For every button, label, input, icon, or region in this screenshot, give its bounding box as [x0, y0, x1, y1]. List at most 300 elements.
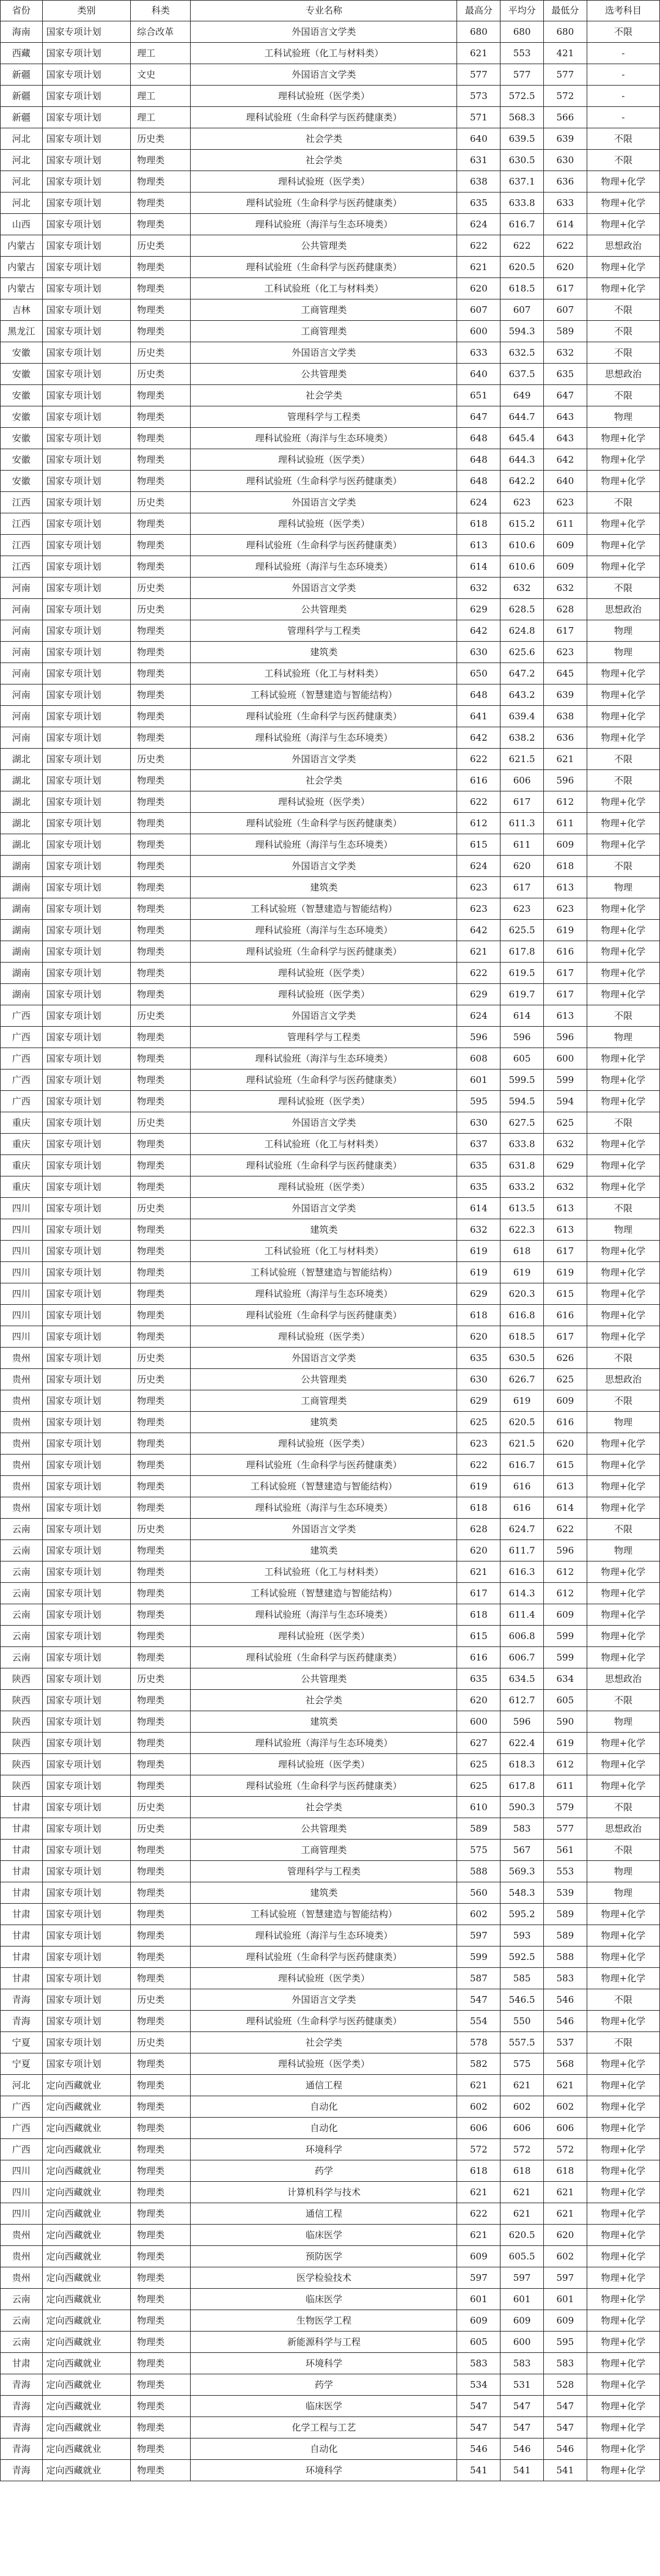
cell-max-score: 618: [457, 1305, 501, 1326]
cell-required-subjects: 物理+化学: [587, 1904, 659, 1925]
cell-required-subjects: 物理+化学: [587, 2438, 659, 2460]
cell-province: 湖南: [1, 984, 43, 1005]
cell-province: 甘肃: [1, 1882, 43, 1904]
header-province: 省份: [1, 1, 43, 21]
cell-avg-score: 624.8: [501, 620, 544, 642]
cell-major: 工科试验班（化工与材料类）: [191, 43, 457, 64]
cell-category: 定向西藏就业: [42, 2438, 131, 2460]
cell-subject-track: 物理类: [131, 150, 191, 171]
cell-max-score: 613: [457, 535, 501, 556]
table-row: [1, 385, 660, 406]
cell-category: 国家专项计划: [42, 1070, 131, 1091]
cell-min-score: 625: [543, 1369, 587, 1390]
cell-major: 建筑类: [191, 1711, 457, 1733]
cell-subject-track: 物理类: [131, 1070, 191, 1091]
table-row: [1, 278, 660, 299]
cell-max-score: 630: [457, 1112, 501, 1134]
cell-min-score: 617: [543, 278, 587, 299]
cell-avg-score: 633.8: [501, 193, 544, 214]
cell-required-subjects: 思想政治: [587, 235, 659, 257]
cell-major: 新能源科学与工程: [191, 2332, 457, 2353]
table-row: [1, 770, 660, 791]
cell-max-score: 624: [457, 214, 501, 235]
cell-avg-score: 548.3: [501, 1882, 544, 1904]
cell-avg-score: 611: [501, 834, 544, 856]
cell-avg-score: 644.3: [501, 449, 544, 471]
cell-category: 国家专项计划: [42, 385, 131, 406]
table-row: [1, 364, 660, 385]
cell-subject-track: 物理类: [131, 706, 191, 727]
cell-avg-score: 637.5: [501, 364, 544, 385]
table-row: [1, 21, 660, 43]
cell-avg-score: 583: [501, 1818, 544, 1840]
cell-avg-score: 613.5: [501, 1198, 544, 1219]
cell-category: 国家专项计划: [42, 2032, 131, 2053]
cell-subject-track: 物理类: [131, 1882, 191, 1904]
table-row: [1, 877, 660, 898]
cell-avg-score: 618: [501, 2160, 544, 2182]
table-row: [1, 556, 660, 578]
cell-min-score: 623: [543, 642, 587, 663]
table-row: [1, 1198, 660, 1219]
table-row: [1, 2075, 660, 2096]
table-row: [1, 1647, 660, 1668]
cell-required-subjects: 不限: [587, 128, 659, 150]
cell-max-score: 601: [457, 1070, 501, 1091]
cell-min-score: 583: [543, 2353, 587, 2374]
cell-min-score: 639: [543, 684, 587, 706]
cell-subject-track: 物理类: [131, 963, 191, 984]
cell-major: 理科试验班（海洋与生态环境类）: [191, 834, 457, 856]
cell-required-subjects: 不限: [587, 1840, 659, 1861]
cell-max-score: 635: [457, 1155, 501, 1176]
cell-subject-track: 物理类: [131, 984, 191, 1005]
table-row: [1, 171, 660, 193]
cell-min-score: 618: [543, 856, 587, 877]
cell-avg-score: 620.3: [501, 1283, 544, 1305]
cell-required-subjects: 物理+化学: [587, 1262, 659, 1283]
cell-avg-score: 616: [501, 1476, 544, 1497]
cell-subject-track: 物理类: [131, 1027, 191, 1048]
cell-category: 国家专项计划: [42, 2011, 131, 2032]
cell-max-score: 546: [457, 2438, 501, 2460]
cell-category: 国家专项计划: [42, 193, 131, 214]
cell-max-score: 614: [457, 1198, 501, 1219]
cell-category: 国家专项计划: [42, 1497, 131, 1519]
cell-major: 临床医学: [191, 2225, 457, 2246]
cell-major: 理科试验班（医学类）: [191, 1091, 457, 1112]
cell-avg-score: 620: [501, 856, 544, 877]
cell-max-score: 596: [457, 1027, 501, 1048]
cell-subject-track: 物理类: [131, 1219, 191, 1241]
cell-max-score: 638: [457, 171, 501, 193]
cell-min-score: 640: [543, 471, 587, 492]
cell-category: 国家专项计划: [42, 1091, 131, 1112]
cell-required-subjects: 不限: [587, 299, 659, 321]
cell-category: 国家专项计划: [42, 128, 131, 150]
cell-category: 国家专项计划: [42, 299, 131, 321]
cell-min-score: 609: [543, 535, 587, 556]
cell-province: 甘肃: [1, 1925, 43, 1947]
cell-avg-score: 628.5: [501, 599, 544, 620]
cell-province: 新疆: [1, 64, 43, 86]
cell-min-score: 599: [543, 1626, 587, 1647]
cell-category: 国家专项计划: [42, 86, 131, 107]
cell-required-subjects: 物理+化学: [587, 2246, 659, 2267]
cell-category: 国家专项计划: [42, 1283, 131, 1305]
cell-min-score: 596: [543, 1027, 587, 1048]
table-row: [1, 214, 660, 235]
cell-major: 理科试验班（海洋与生态环境类）: [191, 214, 457, 235]
cell-max-score: 640: [457, 128, 501, 150]
table-row: [1, 2396, 660, 2417]
cell-max-score: 616: [457, 770, 501, 791]
cell-min-score: 589: [543, 321, 587, 342]
cell-subject-track: 综合改革: [131, 21, 191, 43]
cell-province: 青海: [1, 2438, 43, 2460]
cell-avg-score: 531: [501, 2374, 544, 2396]
cell-min-score: 613: [543, 1476, 587, 1497]
cell-max-score: 622: [457, 235, 501, 257]
cell-major: 理科试验班（生命科学与医药健康类）: [191, 1947, 457, 1968]
cell-major: 外国语言文学类: [191, 578, 457, 599]
cell-major: 建筑类: [191, 1219, 457, 1241]
cell-avg-score: 553: [501, 43, 544, 64]
cell-max-score: 607: [457, 299, 501, 321]
cell-required-subjects: 不限: [587, 1005, 659, 1027]
cell-major: 建筑类: [191, 1540, 457, 1561]
cell-max-score: 541: [457, 2460, 501, 2481]
table-row: [1, 299, 660, 321]
table-row: [1, 2289, 660, 2310]
cell-category: 国家专项计划: [42, 2053, 131, 2075]
cell-min-score: 645: [543, 663, 587, 684]
cell-subject-track: 历史类: [131, 1989, 191, 2011]
table-row: [1, 1155, 660, 1176]
cell-category: 国家专项计划: [42, 1925, 131, 1947]
cell-subject-track: 物理类: [131, 257, 191, 278]
cell-avg-score: 557.5: [501, 2032, 544, 2053]
cell-required-subjects: 物理+化学: [587, 449, 659, 471]
cell-province: 贵州: [1, 1497, 43, 1519]
table-row: [1, 1604, 660, 1626]
cell-category: 国家专项计划: [42, 171, 131, 193]
cell-avg-score: 622: [501, 235, 544, 257]
cell-subject-track: 物理类: [131, 1626, 191, 1647]
cell-category: 国家专项计划: [42, 620, 131, 642]
header-avg-score: 平均分: [501, 1, 544, 21]
cell-province: 青海: [1, 2396, 43, 2417]
cell-max-score: 534: [457, 2374, 501, 2396]
cell-max-score: 615: [457, 1626, 501, 1647]
cell-province: 河南: [1, 578, 43, 599]
cell-max-score: 560: [457, 1882, 501, 1904]
table-row: [1, 2225, 660, 2246]
cell-avg-score: 605: [501, 1048, 544, 1070]
cell-subject-track: 物理类: [131, 2160, 191, 2182]
table-row: [1, 1326, 660, 1348]
cell-required-subjects: 物理+化学: [587, 813, 659, 834]
cell-min-score: 588: [543, 1947, 587, 1968]
cell-province: 广西: [1, 1091, 43, 1112]
cell-required-subjects: 物理: [587, 1412, 659, 1433]
cell-max-score: 628: [457, 1519, 501, 1540]
cell-min-score: 613: [543, 877, 587, 898]
cell-avg-score: 627.5: [501, 1112, 544, 1134]
cell-max-score: 618: [457, 513, 501, 535]
cell-major: 理科试验班（医学类）: [191, 984, 457, 1005]
cell-required-subjects: 物理+化学: [587, 1176, 659, 1198]
cell-major: 理科试验班（医学类）: [191, 791, 457, 813]
cell-required-subjects: 物理+化学: [587, 1497, 659, 1519]
cell-required-subjects: 物理+化学: [587, 1775, 659, 1797]
cell-subject-track: 历史类: [131, 1519, 191, 1540]
cell-min-score: 547: [543, 2417, 587, 2438]
cell-subject-track: 物理类: [131, 1412, 191, 1433]
cell-required-subjects: 物理+化学: [587, 2289, 659, 2310]
cell-major: 理科试验班（海洋与生态环境类）: [191, 920, 457, 941]
cell-province: 河北: [1, 150, 43, 171]
cell-major: 理科试验班（医学类）: [191, 963, 457, 984]
cell-avg-score: 547: [501, 2396, 544, 2417]
cell-province: 河北: [1, 128, 43, 150]
cell-subject-track: 历史类: [131, 1797, 191, 1818]
cell-category: 国家专项计划: [42, 791, 131, 813]
table-row: [1, 620, 660, 642]
cell-subject-track: 物理类: [131, 1840, 191, 1861]
cell-required-subjects: 物理+化学: [587, 941, 659, 963]
cell-min-score: 546: [543, 1989, 587, 2011]
cell-province: 甘肃: [1, 1947, 43, 1968]
cell-province: 贵州: [1, 1390, 43, 1412]
cell-max-score: 629: [457, 599, 501, 620]
cell-major: 工科试验班（化工与材料类）: [191, 663, 457, 684]
cell-category: 定向西藏就业: [42, 2225, 131, 2246]
cell-avg-score: 619: [501, 1390, 544, 1412]
cell-category: 国家专项计划: [42, 64, 131, 86]
cell-required-subjects: 物理+化学: [587, 1241, 659, 1262]
cell-required-subjects: 物理: [587, 1882, 659, 1904]
cell-subject-track: 物理类: [131, 2417, 191, 2438]
cell-subject-track: 物理类: [131, 1455, 191, 1476]
cell-major: 工商管理类: [191, 1390, 457, 1412]
cell-subject-track: 物理类: [131, 471, 191, 492]
cell-required-subjects: 物理+化学: [587, 1048, 659, 1070]
cell-max-score: 625: [457, 1754, 501, 1775]
cell-category: 国家专项计划: [42, 599, 131, 620]
cell-max-score: 648: [457, 449, 501, 471]
cell-required-subjects: 物理+化学: [587, 1091, 659, 1112]
cell-min-score: 620: [543, 257, 587, 278]
cell-subject-track: 物理类: [131, 2310, 191, 2332]
cell-subject-track: 物理类: [131, 535, 191, 556]
cell-province: 陕西: [1, 1711, 43, 1733]
cell-subject-track: 物理类: [131, 2246, 191, 2267]
cell-province: 内蒙古: [1, 257, 43, 278]
cell-category: 国家专项计划: [42, 43, 131, 64]
cell-avg-score: 619.7: [501, 984, 544, 1005]
cell-min-score: 597: [543, 2267, 587, 2289]
cell-province: 重庆: [1, 1176, 43, 1198]
cell-required-subjects: 物理+化学: [587, 2160, 659, 2182]
cell-min-score: 607: [543, 299, 587, 321]
cell-min-score: 609: [543, 556, 587, 578]
cell-subject-track: 物理类: [131, 428, 191, 449]
cell-province: 陕西: [1, 1690, 43, 1711]
cell-province: 湖南: [1, 877, 43, 898]
cell-category: 国家专项计划: [42, 1219, 131, 1241]
cell-category: 国家专项计划: [42, 1882, 131, 1904]
cell-avg-score: 621: [501, 2075, 544, 2096]
cell-required-subjects: 思想政治: [587, 599, 659, 620]
cell-min-score: 609: [543, 1390, 587, 1412]
cell-subject-track: 物理类: [131, 1861, 191, 1882]
cell-required-subjects: 不限: [587, 1348, 659, 1369]
table-row: [1, 2118, 660, 2139]
cell-category: 国家专项计划: [42, 1604, 131, 1626]
cell-major: 工商管理类: [191, 321, 457, 342]
cell-required-subjects: 不限: [587, 1989, 659, 2011]
cell-max-score: 554: [457, 2011, 501, 2032]
cell-required-subjects: 不限: [587, 749, 659, 770]
table-row: [1, 1775, 660, 1797]
cell-avg-score: 631.8: [501, 1155, 544, 1176]
cell-major: 理科试验班（生命科学与医药健康类）: [191, 941, 457, 963]
cell-max-score: 633: [457, 342, 501, 364]
cell-province: 贵州: [1, 1433, 43, 1455]
cell-subject-track: 物理类: [131, 2396, 191, 2417]
cell-max-score: 605: [457, 2332, 501, 2353]
cell-province: 宁夏: [1, 2032, 43, 2053]
cell-min-score: 537: [543, 2032, 587, 2053]
cell-max-score: 651: [457, 385, 501, 406]
cell-major: 工科试验班（智慧建造与智能结构）: [191, 684, 457, 706]
cell-min-score: 621: [543, 749, 587, 770]
table-row: [1, 963, 660, 984]
table-row: [1, 599, 660, 620]
cell-major: 管理科学与工程类: [191, 1027, 457, 1048]
cell-max-score: 629: [457, 1390, 501, 1412]
cell-category: 国家专项计划: [42, 642, 131, 663]
cell-subject-track: 历史类: [131, 1818, 191, 1840]
cell-major: 理科试验班（生命科学与医药健康类）: [191, 1070, 457, 1091]
table-row: [1, 2438, 660, 2460]
cell-avg-score: 606.8: [501, 1626, 544, 1647]
cell-province: 云南: [1, 1604, 43, 1626]
cell-category: 国家专项计划: [42, 963, 131, 984]
cell-major: 理科试验班（海洋与生态环境类）: [191, 1048, 457, 1070]
cell-major: 环境科学: [191, 2139, 457, 2160]
cell-province: 湖南: [1, 963, 43, 984]
cell-avg-score: 616.7: [501, 1455, 544, 1476]
cell-category: 国家专项计划: [42, 535, 131, 556]
cell-required-subjects: 物理+化学: [587, 834, 659, 856]
cell-min-score: 632: [543, 1176, 587, 1198]
cell-category: 国家专项计划: [42, 1048, 131, 1070]
cell-category: 国家专项计划: [42, 150, 131, 171]
cell-province: 四川: [1, 1262, 43, 1283]
cell-min-score: 635: [543, 364, 587, 385]
cell-major: 自动化: [191, 2118, 457, 2139]
cell-min-score: 616: [543, 1305, 587, 1326]
cell-avg-score: 594.3: [501, 321, 544, 342]
cell-required-subjects: 不限: [587, 1198, 659, 1219]
cell-avg-score: 618: [501, 1241, 544, 1262]
cell-province: 湖南: [1, 920, 43, 941]
cell-max-score: 625: [457, 1775, 501, 1797]
cell-max-score: 588: [457, 1861, 501, 1882]
cell-category: 国家专项计划: [42, 706, 131, 727]
table-row: [1, 1241, 660, 1262]
cell-avg-score: 616: [501, 1497, 544, 1519]
cell-avg-score: 623: [501, 492, 544, 513]
cell-province: 新疆: [1, 107, 43, 128]
cell-required-subjects: 物理+化学: [587, 278, 659, 299]
cell-province: 甘肃: [1, 1968, 43, 1989]
cell-major: 公共管理类: [191, 1369, 457, 1390]
cell-avg-score: 541: [501, 2460, 544, 2481]
cell-min-score: 612: [543, 1754, 587, 1775]
cell-avg-score: 550: [501, 2011, 544, 2032]
cell-min-score: 539: [543, 1882, 587, 1904]
cell-major: 理科试验班（医学类）: [191, 1626, 457, 1647]
cell-min-score: 612: [543, 1561, 587, 1583]
table-row: [1, 2310, 660, 2332]
cell-max-score: 620: [457, 1690, 501, 1711]
cell-max-score: 610: [457, 1797, 501, 1818]
cell-province: 甘肃: [1, 1797, 43, 1818]
cell-subject-track: 物理类: [131, 513, 191, 535]
cell-major: 临床医学: [191, 2396, 457, 2417]
cell-major: 工科试验班（化工与材料类）: [191, 1561, 457, 1583]
cell-required-subjects: 物理+化学: [587, 1561, 659, 1583]
table-row: [1, 1455, 660, 1476]
cell-min-score: 614: [543, 214, 587, 235]
table-row: [1, 706, 660, 727]
cell-avg-score: 617.8: [501, 1775, 544, 1797]
cell-min-score: 612: [543, 791, 587, 813]
cell-avg-score: 630.5: [501, 150, 544, 171]
cell-category: 国家专项计划: [42, 556, 131, 578]
cell-category: 国家专项计划: [42, 1583, 131, 1604]
cell-avg-score: 630.5: [501, 1348, 544, 1369]
cell-required-subjects: -: [587, 64, 659, 86]
cell-province: 四川: [1, 1305, 43, 1326]
cell-required-subjects: 物理+化学: [587, 2396, 659, 2417]
cell-province: 青海: [1, 2417, 43, 2438]
cell-province: 陕西: [1, 1754, 43, 1775]
cell-max-score: 648: [457, 428, 501, 449]
cell-max-score: 629: [457, 984, 501, 1005]
cell-province: 重庆: [1, 1134, 43, 1155]
cell-major: 理科试验班（医学类）: [191, 1176, 457, 1198]
cell-subject-track: 历史类: [131, 2032, 191, 2053]
table-row: [1, 1925, 660, 1947]
cell-province: 广西: [1, 2096, 43, 2118]
cell-required-subjects: 物理+化学: [587, 2417, 659, 2438]
table-row: [1, 1882, 660, 1904]
cell-category: 国家专项计划: [42, 1668, 131, 1690]
cell-max-score: 597: [457, 1925, 501, 1947]
cell-province: 湖南: [1, 941, 43, 963]
cell-province: 广西: [1, 2139, 43, 2160]
table-row: [1, 2203, 660, 2225]
table-row: [1, 43, 660, 64]
cell-required-subjects: 物理+化学: [587, 2310, 659, 2332]
cell-category: 国家专项计划: [42, 877, 131, 898]
cell-major: 公共管理类: [191, 364, 457, 385]
cell-required-subjects: 物理+化学: [587, 2139, 659, 2160]
